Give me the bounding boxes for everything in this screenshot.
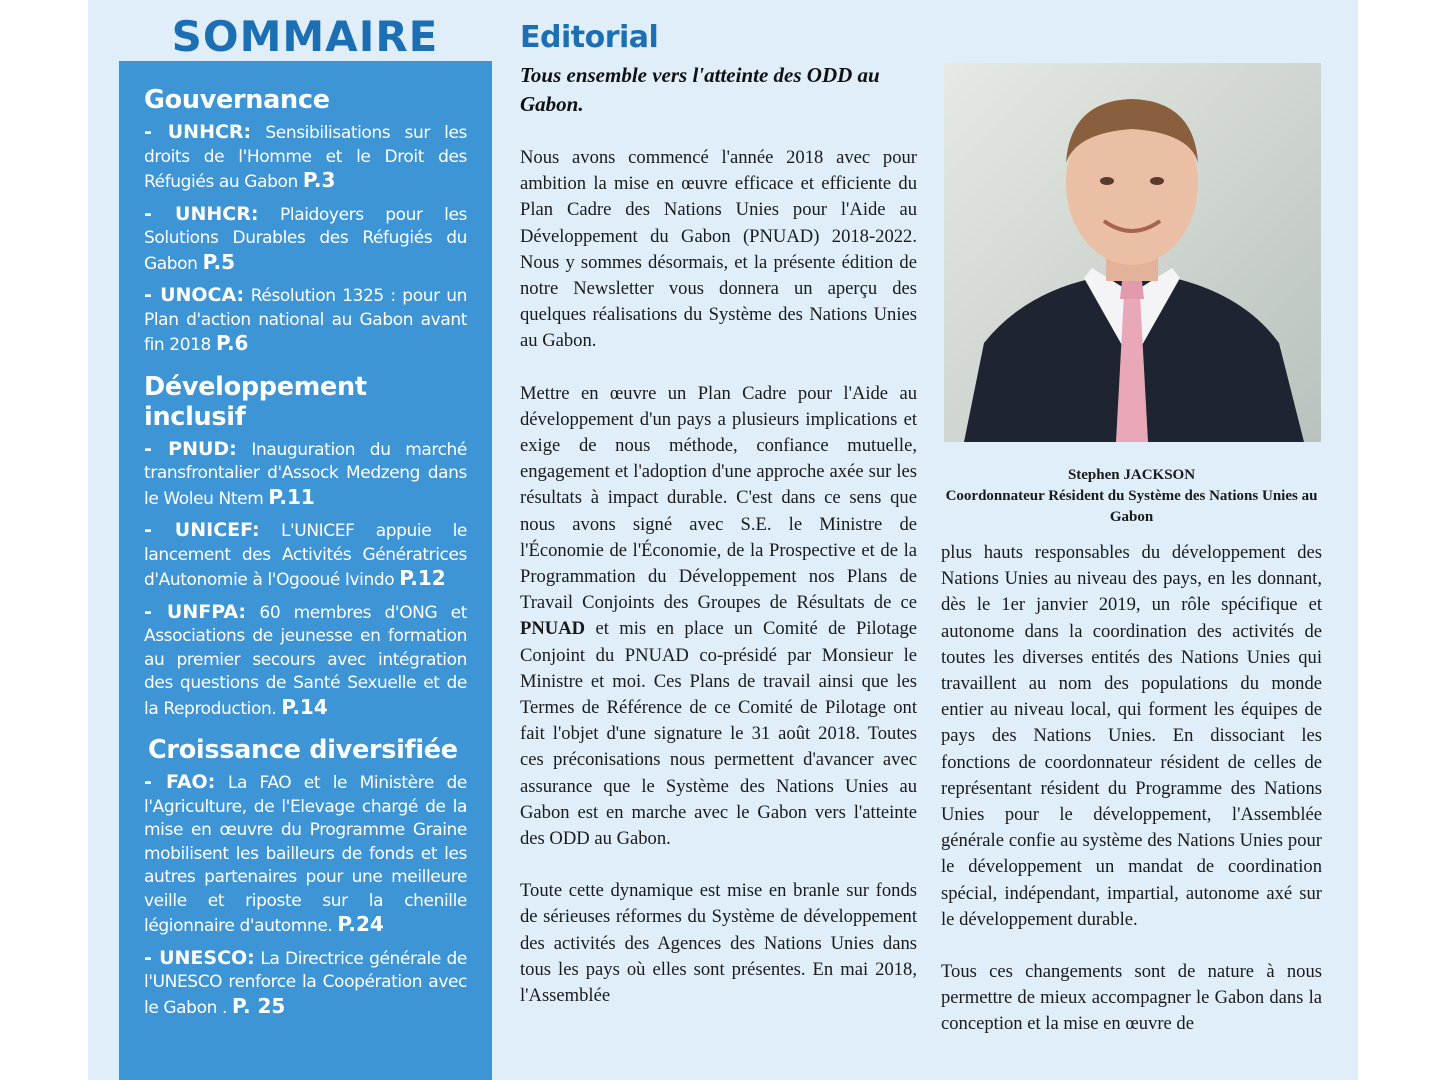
editorial-paragraph	[520, 381, 917, 853]
toc-text: 60 membres d'ONG et Associations de jeunesse en formation au premier secours avec intégration des questions de Santé Sexuelle et de la Reproduction.	[144, 602, 467, 719]
toc-text: Résolution 1325 : pour un Plan d'action national au Gabon avant fin 2018	[144, 286, 467, 355]
toc-agency: - UNESCO:	[144, 946, 255, 969]
toc-item[interactable]	[144, 438, 467, 512]
toc-item[interactable]	[144, 284, 467, 358]
toc-page-number: P.11	[268, 484, 315, 509]
section-heading-gouvernance: Gouvernance	[144, 85, 330, 115]
toc-item[interactable]	[144, 601, 467, 722]
toc-agency: - UNFPA:	[144, 600, 247, 623]
editorial-paragraph: Nous avons commencé l'année 2018 avec pour ambition la mise en œuvre efficace et efficiente du Plan Cadre des Nations Unies pour l'Aide au Développement du Gabon (PNUAD) 2018-2022. Nous y sommes désormais, et la présente édition de notre Newsletter vous donnera un aperçu des quelques réalisations du Système des Nations Unies au Gabon.	[520, 147, 917, 352]
toc-page-number: P.12	[399, 566, 446, 590]
paragraph-text: et mis en place un Comité de Pilotage Conjoint du PNUAD co-présidé par Monsieur le Ministre et moi. Ces Plans de travail ainsi que les Termes de Référence de ce Comité de Pilotage ont fait l'objet d'une signature le 31 août 2018. Toutes ces préconisations nous permettent d'avancer avec assurance que le Système des Nations Unies au Gabon est en marche avec le Gabon vers l'atteinte des ODD au Gabon.	[520, 618, 917, 850]
toc-agency: - PNUD:	[144, 437, 237, 460]
toc-item[interactable]	[144, 771, 467, 939]
photo-caption	[941, 465, 1322, 528]
toc-page-number: P.6	[215, 331, 249, 355]
sommaire-title: SOMMAIRE	[171, 12, 439, 61]
toc-agency: - UNHCR:	[144, 202, 259, 225]
toc-agency: - UNHCR:	[144, 121, 252, 143]
toc-agency: - UNICEF:	[144, 519, 260, 541]
toc-item[interactable]	[144, 947, 467, 1021]
editorial-column-2	[941, 540, 1322, 1064]
toc-agency: - UNOCA:	[144, 284, 245, 306]
toc-text: Inauguration du marché transfrontalier d'Assock Medzeng dans le Woleu Ntem	[144, 439, 467, 509]
toc-page-number: P. 25	[231, 993, 286, 1018]
toc-page-number: P.3	[302, 168, 336, 192]
toc-page-number: P.24	[337, 912, 384, 936]
toc-text: Sensibilisations sur les droits de l'Homme et le Droit des Réfugiés au Gabon	[144, 123, 468, 192]
toc-text: La Directrice générale de l'UNESCO renforce la Coopération avec le Gabon .	[144, 948, 467, 1018]
toc-item[interactable]	[144, 121, 467, 195]
toc-text: Plaidoyers pour les Solutions Durables des Réfugiés du Gabon	[144, 204, 468, 274]
editorial-paragraph: Tous ces changements sont de nature à nous permettre de mieux accompagner le Gabon dans la conception et la mise en œuvre de	[941, 961, 1322, 1035]
editorial-paragraph: plus hauts responsables du développement des Nations Unies au niveau des pays, en les donnant, dès le 1er janvier 2019, un rôle spécifique et autonome dans la coordination des activités de toutes les diverses entités des Nations Unies qui travaillent au nom des populations du monde entier au niveau local, qui forment les équipes de pays des Nations Unies. En dissociant les fonctions de coordonnateur résident de celles de représentant résident du Programme des Nations Unies pour le développement, l'Assemblée générale confie au système des Nations Unies pour le développement un mandat de coordination spécial, indépendant, impartial, autonome axé sur le développement durable.	[941, 542, 1322, 930]
toc-page-number: P.14	[281, 694, 328, 719]
section-heading-croissance: Croissance diversifiée	[148, 735, 458, 765]
paragraph-text: Mettre en œuvre un Plan Cadre pour l'Aide au développement d'un pays a plusieurs implications et exige de nous méthode, confiance mutuelle, engagement et l'adoption d'une approche axée sur les résultats à impact durable. C'est dans ce sens que nous avons signé avec S.E. le Ministre de l'Économie de l'Économie, de la Prospective et de la Programmation du Développement nos Plans de Travail Conjoints des Groupes de Résultats de ce	[520, 382, 917, 614]
toc-text: L'UNICEF appuie le lancement des Activités Génératrices d'Autonomie à l'Ogooué Ivindo	[144, 521, 467, 590]
section-heading-developpement: Développement inclusif	[144, 371, 367, 432]
toc-item[interactable]	[144, 519, 467, 593]
editorial-column-1	[520, 145, 917, 1035]
toc-page-number: P.5	[202, 249, 236, 274]
toc-agency: - FAO:	[144, 771, 216, 793]
toc-item[interactable]	[144, 203, 467, 277]
editorial-subtitle: Tous ensemble vers l'atteinte des ODD au Gabon.	[520, 63, 880, 116]
portrait-photo	[944, 63, 1321, 442]
caption-name: Stephen JACKSON	[1067, 467, 1196, 483]
portrait-illustration	[944, 63, 1321, 442]
editorial-paragraph: Toute cette dynamique est mise en branle sur fonds de sérieuses réformes du Système de développement des activités des Agences des Nations Unies dans tous les pays où elles sont présentes. En mai 2018, l'Assemblée	[520, 880, 917, 1007]
pnuad-bold: PNUAD	[520, 618, 586, 640]
editorial-title: Editorial	[520, 20, 659, 55]
toc-text: La FAO et le Ministère de l'Agriculture, de l'Elevage chargé de la mise en œuvre du Programme Graine mobilisent les bailleurs de fonds et les autres partenaires pour une meilleure veille et riposte sur la chenille légionnaire d'automne.	[144, 773, 467, 936]
sommaire-sidebar	[119, 61, 492, 1080]
caption-role: Coordonnateur Résident du Système des Nations Unies au Gabon	[945, 488, 1318, 525]
